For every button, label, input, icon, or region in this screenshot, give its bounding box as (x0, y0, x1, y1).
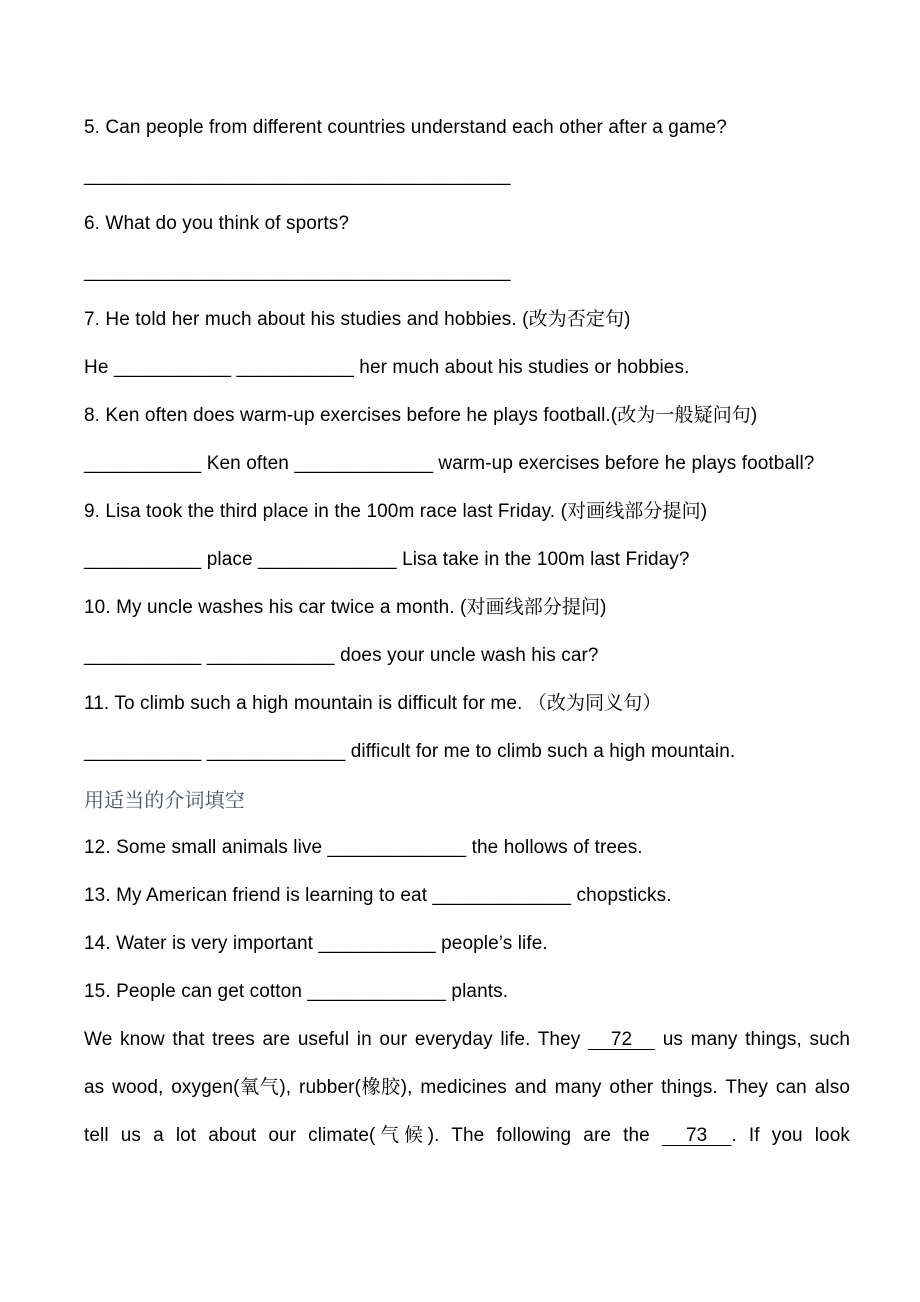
passage-text: us many things, such as wood, oxygen(氧气), rubber(橡胶), medicines and many other things. They can also tell us a lot about our climate(气候). The following are the (84, 1029, 850, 1146)
answer-line: ___________ place _____________ Lisa take in the 100m last Friday? (84, 549, 690, 570)
answer-line: ___________ Ken often _____________ warm-up exercises before he plays football? (84, 453, 815, 474)
question-line: 9. Lisa took the third place in the 100m race last Friday. (对画线部分提问) (84, 501, 708, 522)
question-line: 14. Water is very important ___________ people’s life. (84, 933, 548, 954)
blank-answer-line: ________________________________________ (84, 165, 511, 186)
numbered-blank: 72 (587, 1029, 656, 1050)
question-line: 8. Ken often does warm-up exercises before he plays football.(改为一般疑问句) (84, 405, 758, 426)
reading-passage (84, 1016, 850, 1160)
section-heading: 用适当的介词填空 (84, 788, 245, 812)
question-line: 15. People can get cotton _____________ plants. (84, 981, 509, 1002)
answer-line: ___________ _____________ difficult for me to climb such a high mountain. (84, 741, 736, 762)
question-line: 6. What do you think of sports? (84, 213, 350, 234)
blank-answer-line: ________________________________________ (84, 261, 511, 282)
exercise-lines (84, 104, 850, 1016)
question-line: 5. Can people from different countries understand each other after a game? (84, 117, 727, 138)
passage-text: . If you look (731, 1125, 850, 1146)
passage-text: We know that trees are useful in our everyday life. They (84, 1029, 588, 1050)
question-line: 12. Some small animals live _____________ the hollows of trees. (84, 837, 643, 858)
question-line: 10. My uncle washes his car twice a month. (对画线部分提问) (84, 597, 607, 618)
question-line: 7. He told her much about his studies and hobbies. (改为否定句) (84, 309, 631, 330)
question-line: 11. To climb such a high mountain is difficult for me. （改为同义句） (84, 693, 662, 714)
question-line: 13. My American friend is learning to eat _____________ chopsticks. (84, 885, 672, 906)
numbered-blank: 73 (661, 1125, 732, 1146)
answer-line: He ___________ ___________ her much about his studies or hobbies. (84, 357, 690, 378)
answer-line: ___________ ____________ does your uncle wash his car? (84, 645, 599, 666)
